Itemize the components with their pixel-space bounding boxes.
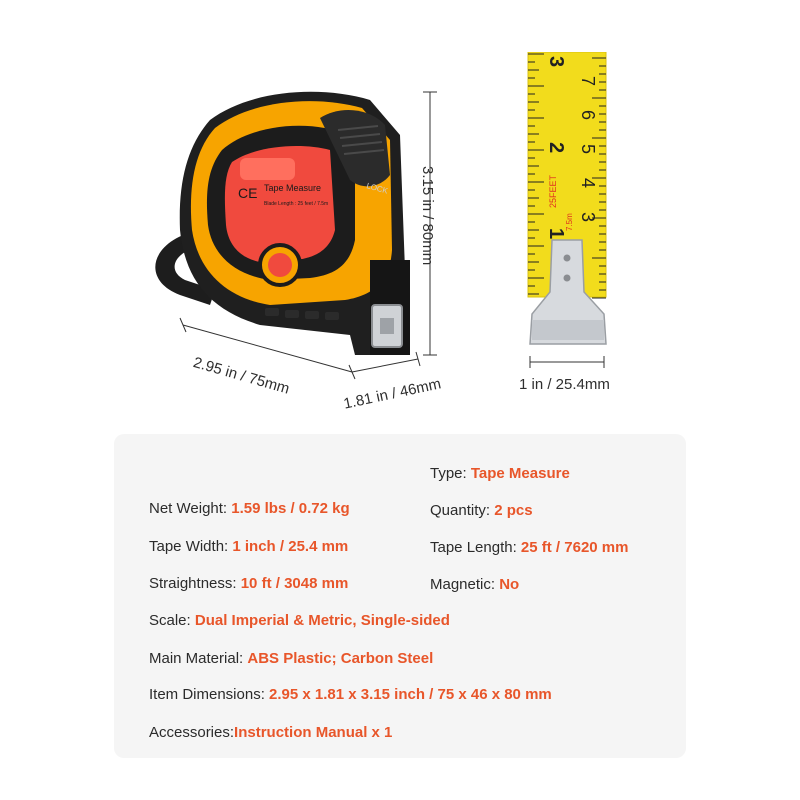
spec-item-dimensions-value: 2.95 x 1.81 x 3.15 inch / 75 x 46 x 80 mm bbox=[269, 686, 552, 703]
spec-net-weight-label: Net Weight: bbox=[149, 500, 232, 517]
spec-accessories-label: Accessories: bbox=[149, 724, 235, 741]
imprint-meters: 7.5m bbox=[565, 213, 574, 231]
spec-material-value: ABS Plastic; Carbon Steel bbox=[247, 650, 434, 667]
spec-accessories-value: Instruction Manual x 1 bbox=[234, 724, 393, 741]
spec-item-dimensions bbox=[149, 686, 552, 703]
tape-blade-image bbox=[522, 52, 612, 352]
spec-type bbox=[430, 465, 570, 482]
spec-tape-width-label: Tape Width: bbox=[149, 538, 233, 555]
spec-material-label: Main Material: bbox=[149, 650, 248, 667]
inch-number-2: 2 bbox=[545, 142, 567, 154]
spec-material bbox=[149, 650, 433, 667]
spec-straightness-value: 10 ft / 3048 mm bbox=[240, 575, 349, 592]
spec-tape-width bbox=[149, 538, 348, 555]
inch-number-3: 3 bbox=[545, 56, 567, 68]
spec-tape-length-value: 25 ft / 7620 mm bbox=[520, 539, 629, 556]
spec-scale bbox=[149, 612, 450, 629]
height-dimension: 3.15 in / 80mm bbox=[419, 166, 436, 266]
spec-quantity-label: Quantity: bbox=[430, 502, 495, 519]
spec-net-weight-value: 1.59 lbs / 0.72 kg bbox=[231, 500, 350, 517]
spec-quantity-value: 2 pcs bbox=[494, 502, 533, 519]
spec-tape-length bbox=[430, 539, 628, 556]
blade-width-dimension: 1 in / 25.4mm bbox=[519, 376, 610, 393]
width-dimension: 2.95 in / 75mm bbox=[191, 354, 292, 398]
spec-card bbox=[114, 434, 686, 758]
spec-tape-length-label: Tape Length: bbox=[430, 539, 521, 556]
spec-quantity bbox=[430, 502, 533, 519]
spec-scale-value: Dual Imperial & Metric, Single-sided bbox=[194, 612, 450, 629]
spec-straightness-label: Straightness: bbox=[149, 575, 241, 592]
spec-net-weight bbox=[149, 500, 350, 517]
spec-type-label: Type: bbox=[430, 465, 471, 482]
cm-number-4: 4 bbox=[578, 178, 598, 189]
cm-number-6: 6 bbox=[578, 110, 598, 121]
spec-magnetic bbox=[430, 576, 519, 593]
spec-straightness bbox=[149, 575, 348, 592]
spec-item-dimensions-label: Item Dimensions: bbox=[149, 686, 270, 703]
spec-scale-label: Scale: bbox=[149, 612, 195, 629]
spec-tape-width-value: 1 inch / 25.4 mm bbox=[232, 538, 349, 555]
body-sublabel: Blade Length : 25 feet / 7.5m bbox=[264, 201, 329, 207]
spec-magnetic-label: Magnetic: bbox=[430, 576, 500, 593]
spec-accessories bbox=[149, 724, 392, 741]
imprint-feet: 25FEET bbox=[548, 174, 558, 208]
spec-magnetic-value: No bbox=[499, 576, 520, 593]
cm-number-7: 7 bbox=[578, 76, 598, 87]
lock-label: LOCK bbox=[365, 181, 389, 196]
inch-number-1: 1 bbox=[545, 228, 567, 240]
body-label: Tape Measure bbox=[264, 183, 322, 193]
depth-dimension: 1.81 in / 46mm bbox=[342, 375, 443, 413]
ce-mark: CE bbox=[238, 185, 258, 201]
cm-number-5: 5 bbox=[578, 144, 598, 155]
spec-type-value: Tape Measure bbox=[470, 465, 570, 482]
cm-number-3: 3 bbox=[578, 212, 598, 223]
